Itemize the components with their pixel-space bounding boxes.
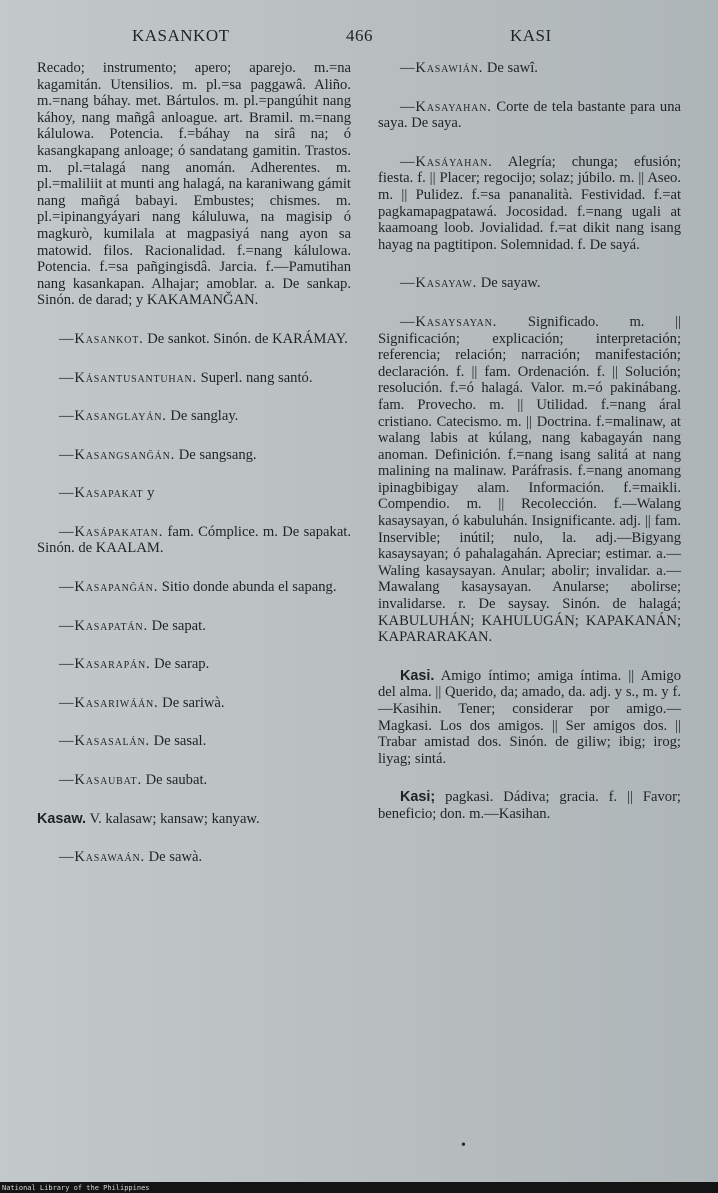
entry-head: Kasi. [400,667,435,684]
entry-body: De sariwà. [162,694,225,711]
entry-head: —Kasasalán. [59,733,150,750]
entry-body: De sasal. [153,733,207,750]
dictionary-entry [37,849,351,866]
dictionary-entry [37,733,351,750]
entry-head: —Kasangsanğán. [59,446,176,463]
entry-body: Amigo íntimo; amiga íntima. || Amigo del alma. || Querido, da; amado, da. adj. y s., m. y f.—Kasihin. Tener; considerar por amigo.—Magkasi. Los dos amigos. || Ser amigos dos. || Trabar amistad dos. Sinón. de giliw; ibig; irog; liyag; sintá. [378,667,681,767]
dictionary-entry [378,314,681,646]
dictionary-entry [37,331,351,348]
entry-body: De sarap. [154,656,210,673]
entry-head: —Kasapanğán. [59,579,159,596]
continued-entry-text: Recado; instrumento; apero; aparejo. m.=na kagamitán. Utensilios. m. pl.=sa paggawâ. Aliño. m.=nang báhay. met. Bártulos. m. pl.=pangúhit nang káhoy, nang mañgâ anloague. art. Bramil. m.=nang kálulowa. Potencia. f.=báhay na sirâ na; ó kasangkapang anloage; ó sandatang gamitin. Trastos. m. pl.=talagá nang anomán. Adherentes. m. pl.=maliliit at munti ang halagá, na karaniwang gámit nang mañgá babayi. Embustes; chismes. m. pl.=ipinangyáyari nang káluluwa, na magisip ó magkurò, kumilala at magpasiyá nang ayon sa matowid. filos. Racionalidad. f.=nang kálulowa. Potencia. f.=sa pañgingisdâ. Jarcia. f.—Pamutihan nang kasankapan. Alhajar; amoblar. a. De sankap. Sinón. de darad; y KAKAMANĞAN. [37,60,351,309]
entry-head: —Kasaubat. [59,772,142,789]
entry-body: De sangsang. [178,446,257,463]
entry-body: De sayaw. [480,275,541,292]
continued-entry [37,60,351,309]
entry-head: —Kasaysayan. [400,313,498,330]
left-column [37,60,351,888]
entry-body: Alegría; chunga; efusión; fiesta. f. || Placer; regocijo; solaz; júbilo. m. || Aseo. m. || Pulidez. f.=sa pananalità. Festividad. f.=at pagkamapagpatawá. Jocosidad. f.=nang ugali at kaamoang loob. Jovialidad. f.=at dikit nang isang hayag na pagtitipon. Solemnidad. f. De sayá. [378,153,682,253]
entry-head: —Kasapatán. [59,617,148,634]
entry-head: —Kasawián. [400,60,484,76]
dictionary-entry [378,154,681,254]
entry-body: Superl. nang santó. [200,369,313,386]
entry-body: De sawà. [148,849,203,866]
dictionary-entry [37,618,351,635]
dictionary-entry [37,811,351,828]
entry-body: De saubat. [145,772,208,789]
library-credit: National Library of the Philippines [2,1184,150,1192]
dictionary-entry [37,370,351,387]
entry-head: —Kasankot. [59,330,144,347]
entry-head: —Kásantusantuhan. [59,369,197,386]
right-column [378,60,681,845]
entry-body: pagkasi. Dádiva; gracia. f. || Favor; beneficio; don. m.—Kasihan. [378,789,681,822]
entry-head: —Kasápakatan. [59,523,164,540]
dictionary-entry [37,408,351,425]
dictionary-entry [378,275,681,292]
running-head-left: KASANKOT [132,26,230,45]
entry-body: y [147,485,155,502]
entry-body: fam. Cómplice. m. De sapakat. Sinón. de KAALAM. [37,523,351,557]
dictionary-entry [37,485,351,502]
dictionary-entry [37,579,351,596]
entry-head: —Kasanglayán. [59,408,167,425]
entry-head: —Kasáyahan. [400,153,493,170]
entry-body: De sanglay. [170,408,239,425]
dictionary-entry [378,60,681,77]
entry-head: Kasaw. [37,810,87,827]
dictionary-entry [37,524,351,557]
entry-head: Kasi; [400,789,436,806]
entry-head: —Kasayaw. [400,275,478,292]
entry-body: Significado. m. || Significación; explicación; interpretación; referencia; relación; narración; manifestación; declaración. f. || fam. Ordenación. f. || Solución; resolución. f.=ó halagá. Valor. m.=ó pakinábang. fam. Provecho. m. || Utilidad. f.=nang áral cristiano. Catecismo. m. || Doctrina. f.=malinaw, at walang labis at kúlang, nang kabagayán nang anoman. Definición. f.=nang isang salitá at nang malining na malinaw. Paráfrasis. f.=nang anomang ipinagbibigay alam. Información. f.=maikli. Compendio. m. || Recolección. f.—Walang kasaysayan, ó kabuluhán. Insignificante. adj. || fam. Inservible; inútil; nulo, la. adj.—Bigyang kasaysayan; ó pahalagahán. Apreciar; estimar. a.—Waling kasaysayan. Anular; abolir; invalidar. a.—Mawalang kasaysayan. Anularse; abolirse; invalidarse. r. De saysay. Sinón. de halagá; KABULUHÁN; KAHULUGÁN; KAPAKANÁN; KAPARARAKAN. [378,313,681,646]
running-head-right: KASI [510,26,552,45]
entry-head: —Kasapakat [59,485,144,502]
entry-head: —Kasawaán. [59,849,145,866]
dictionary-entry [378,668,681,768]
ornament-dot: • [461,1138,466,1153]
dictionary-entry [378,789,681,822]
entry-body: De sapat. [151,617,206,634]
page-number: 466 [346,26,373,45]
dictionary-entry [37,656,351,673]
entry-body: Corte de tela bastante para una saya. De saya. [378,98,681,132]
entry-body: V. kalasaw; kansaw; kanyaw. [89,810,260,827]
dictionary-entry [37,695,351,712]
entry-body: De sankot. Sinón. de KARÁMAY. [147,330,348,347]
entry-head: —Kasariwáán. [59,694,159,711]
entry-head: —Kasarapán. [59,656,151,673]
dictionary-entry [37,772,351,789]
entry-body: De sawî. [486,60,538,76]
dictionary-entry [37,447,351,464]
entry-body: Sitio donde abunda el sapang. [161,579,337,596]
entry-head: —Kasayahan. [400,98,492,115]
dictionary-entry [378,99,681,132]
